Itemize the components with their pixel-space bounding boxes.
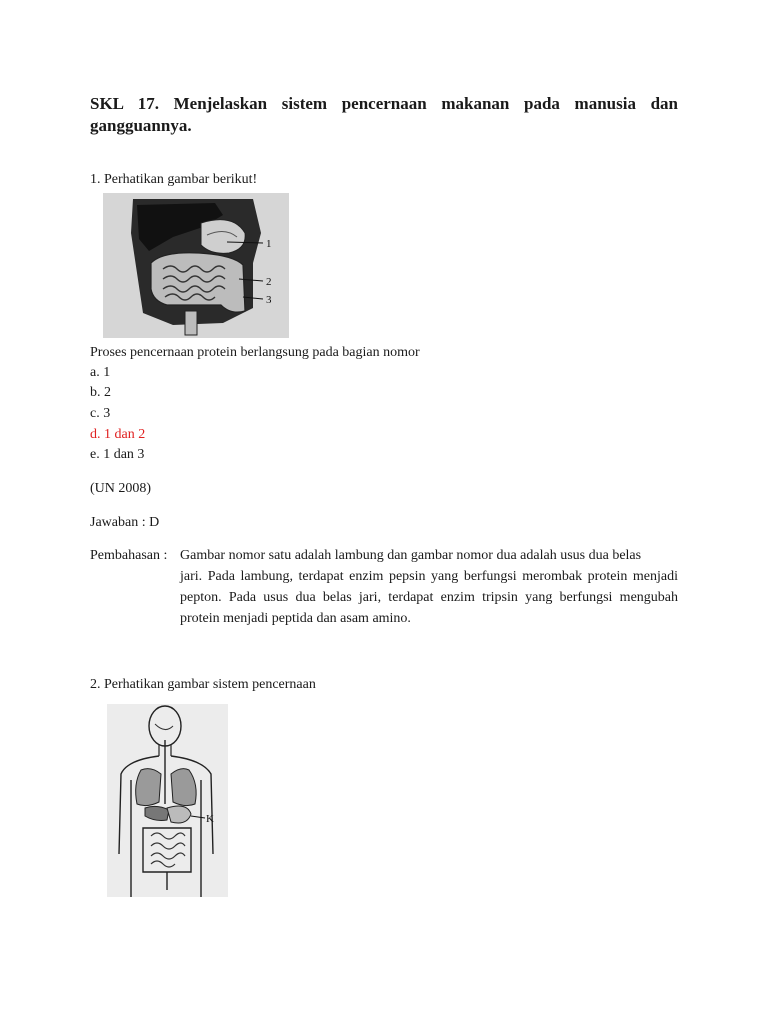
- option-b: b. 2: [90, 385, 111, 400]
- question-1-prompt: 1. Perhatikan gambar berikut!: [90, 172, 258, 187]
- figure-label-k: K: [206, 813, 214, 825]
- digestive-organs-figure: [103, 193, 289, 338]
- question-1-text: Proses pencernaan protein berlangsung pada bagian nomor: [90, 345, 420, 360]
- page-title: SKL 17. Menjelaskan sistem pencernaan makanan pada manusia dan gangguannya.: [90, 94, 678, 135]
- explanation: [90, 545, 678, 629]
- option-c: c. 3: [90, 406, 111, 421]
- option-d-correct: d. 1 dan 2: [90, 427, 146, 442]
- figure-label-1: 1: [266, 238, 272, 250]
- option-a: a. 1: [90, 365, 111, 380]
- human-digestive-system-figure: [107, 704, 228, 897]
- digestive-organs-drawing: [103, 193, 289, 338]
- explanation-body: jari. Pada lambung, terdapat enzim pepsin yang berfungsi merombak protein menjadi pepton. Pada usus dua belas jari, terdapat enzim tripsin yang berfungsi mengubah protein menjadi peptida dan asam amino.: [180, 569, 678, 626]
- answer-key: Jawaban : D: [90, 515, 160, 530]
- option-e: e. 1 dan 3: [90, 447, 145, 462]
- figure-label-3: 3: [266, 294, 272, 306]
- explanation-first-line: Gambar nomor satu adalah lambung dan gambar nomor dua adalah usus dua belas: [180, 548, 642, 563]
- question-source: (UN 2008): [90, 481, 152, 496]
- question-2-prompt: 2. Perhatikan gambar sistem pencernaan: [90, 677, 316, 692]
- explanation-label: Pembahasan :: [90, 548, 168, 563]
- figure-label-2: 2: [266, 276, 272, 288]
- human-body-drawing: [107, 704, 228, 897]
